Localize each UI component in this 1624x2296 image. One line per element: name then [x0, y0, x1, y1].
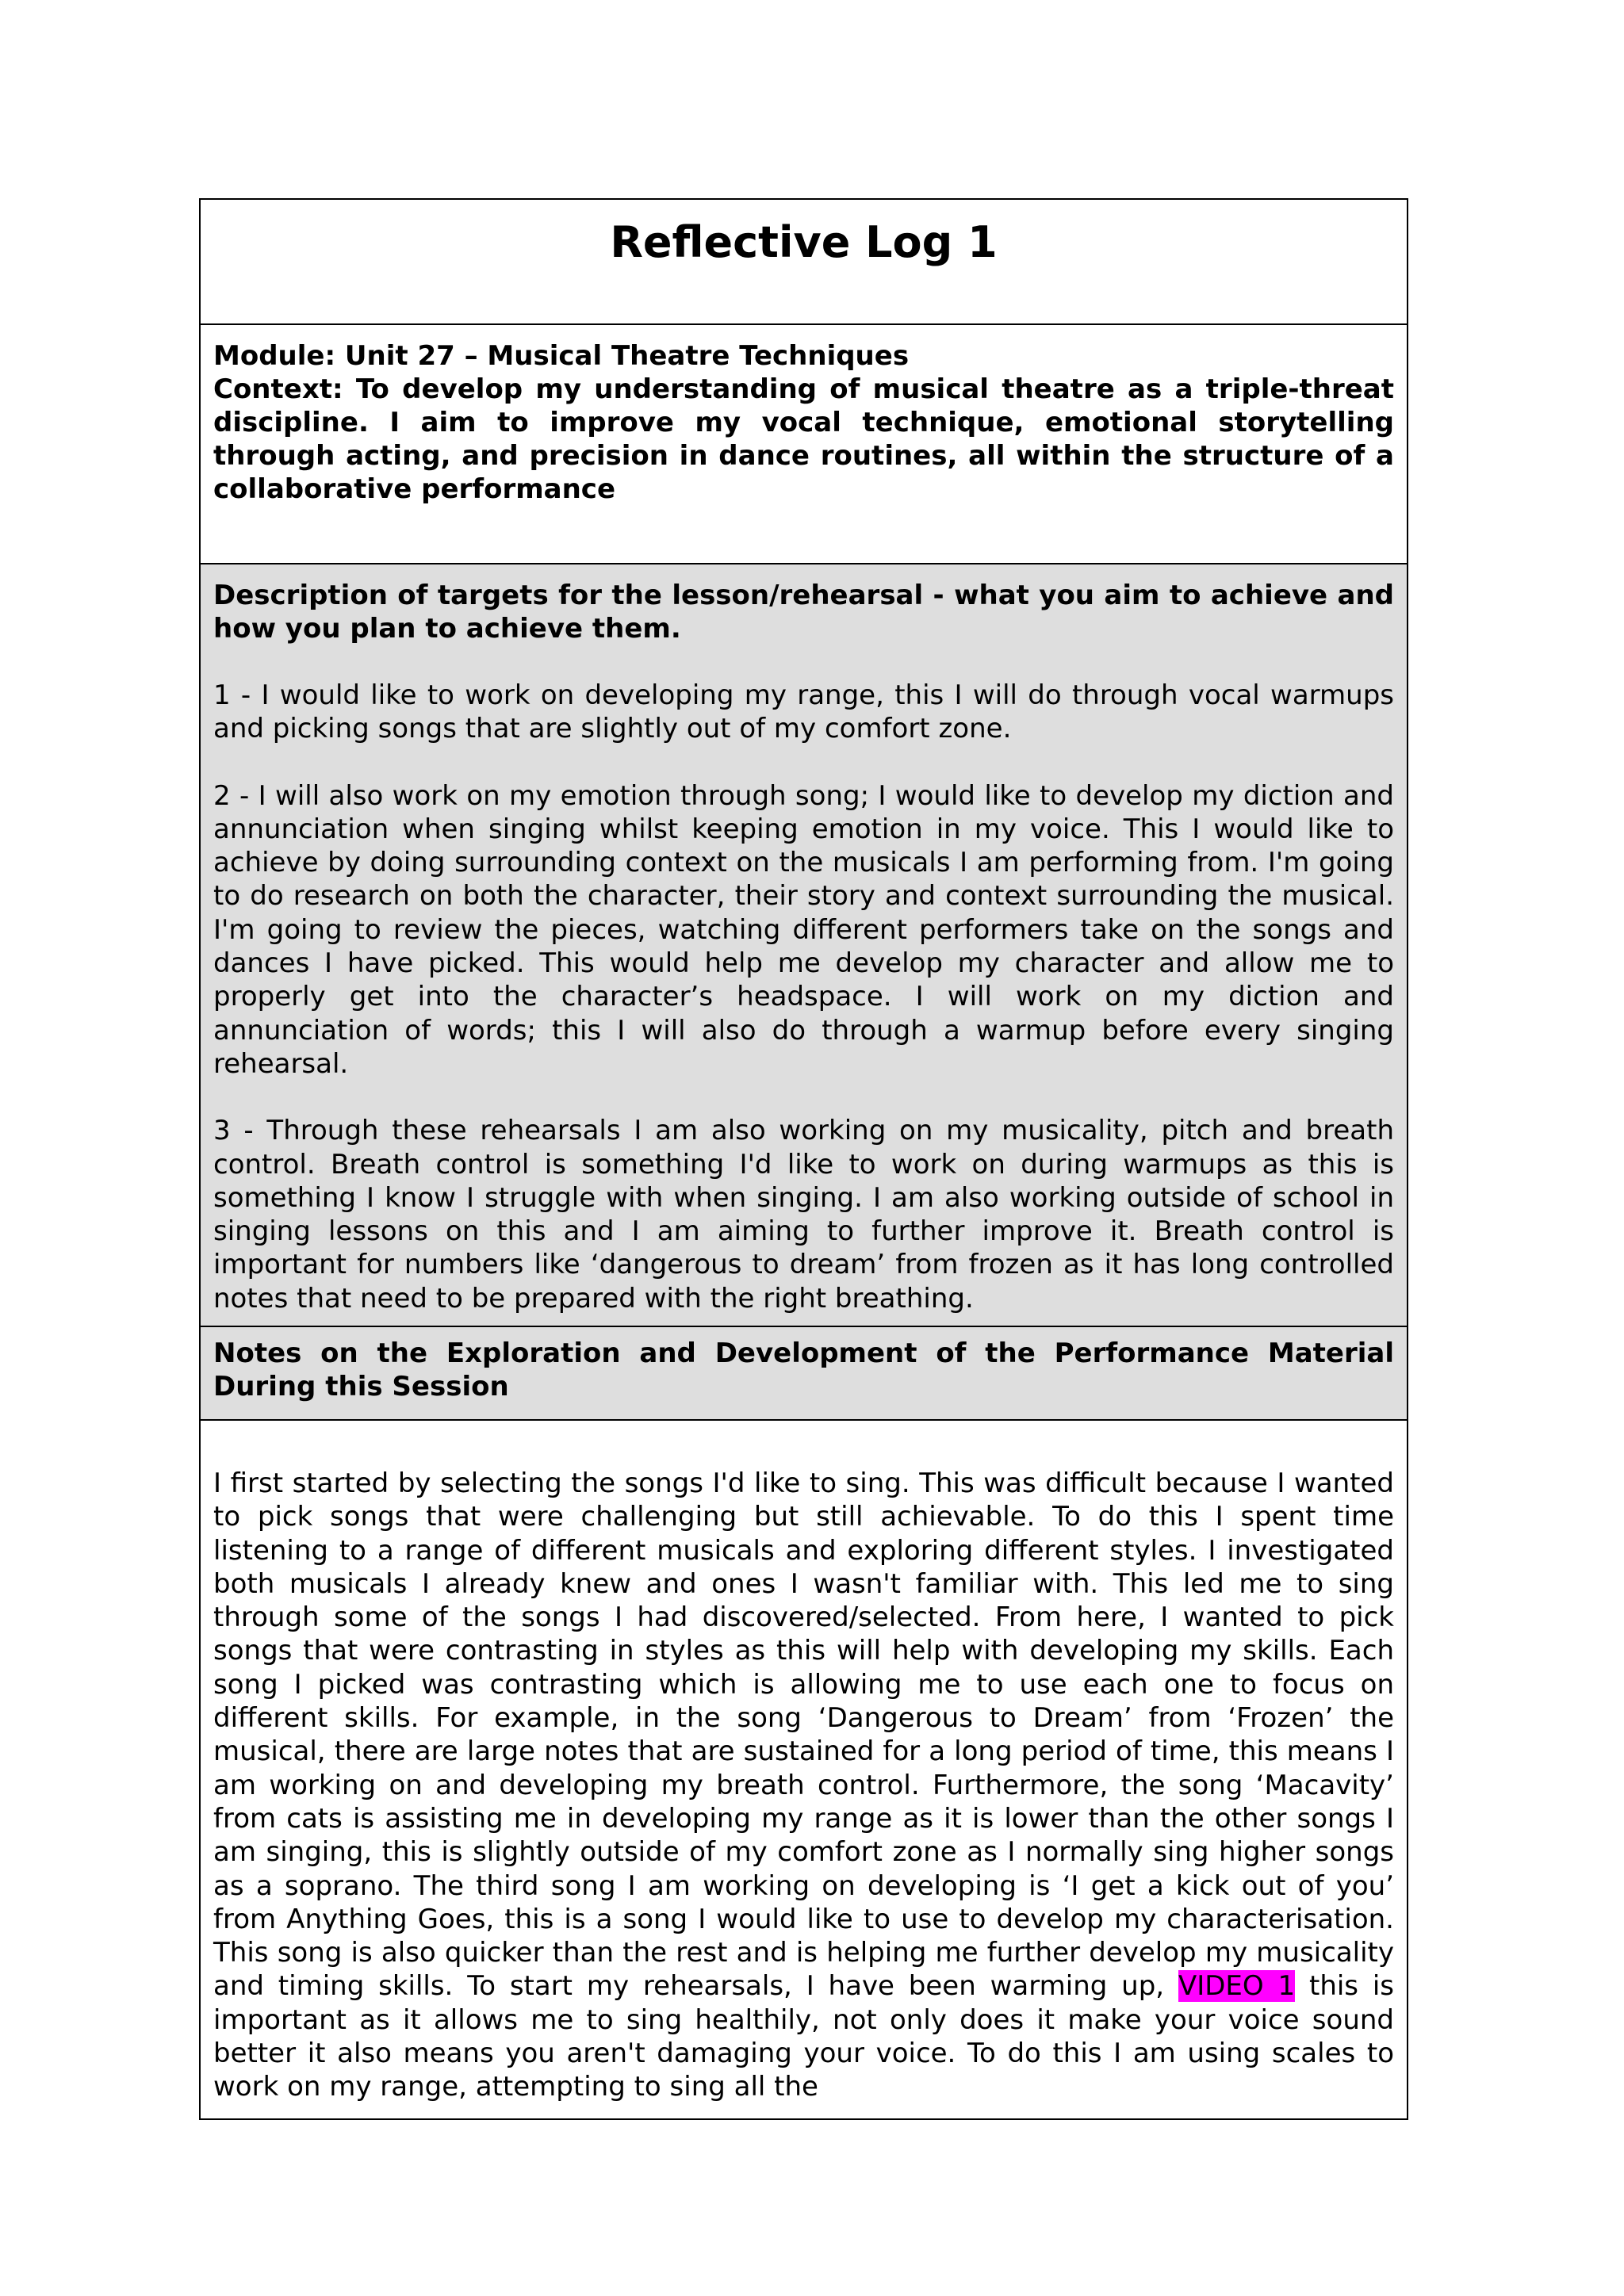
context-line: Context: To develop my understanding of musical theatre as a triple-threat discipline. I aim to improve my vocal technique, emotional storytelling through acting, and precision in dance routines, all within the structure of a collaborative performance [213, 373, 1394, 505]
notes-text-after: this is important as it allows me to sing healthily, not only does it make your voice sound better it also means you aren't damaging your voice. To do this I am using scales to work on my range, attempting to sing all the [213, 1970, 1395, 2103]
notes-heading: Notes on the Exploration and Development of the Performance Material During this Session [213, 1337, 1394, 1402]
notes-heading-row [201, 1327, 1407, 1421]
module-line: Module: Unit 27 – Musical Theatre Techniques [213, 340, 910, 372]
target-item-3: 3 - Through these rehearsals I am also working on my musicality, pitch and breath control. Breath control is something I'd like to work on during warmups as this is something I know I struggle with when singing. I am also working outside of school in singing lessons on this and I am aiming to further improve it. Breath control is important for numbers like ‘dangerous to dream’ from frozen as it has long controlled notes that need to be prepared with the right breathing. [213, 1115, 1394, 1314]
target-item-2: 2 - I will also work on my emotion through song; I would like to develop my diction and annunciation when singing whilst keeping emotion in my voice. This I would like to achieve by doing surrounding context on the musicals I am performing from. I'm going to do research on both the character, their story and context surrounding the musical. I'm going to review the pieces, watching different performers take on the songs and dances I have picked. This would help me develop my character and allow me to properly get into the character’s headspace. I will work on my diction and annunciation of words; this I will also do through a warmup before every singing rehearsal. [213, 779, 1394, 1080]
video-1-highlight: VIDEO 1 [1178, 1970, 1296, 2003]
targets-heading: Description of targets for the lesson/rehearsal - what you aim to achieve and how you plan to achieve them. [213, 580, 1394, 645]
notes-body-row [201, 1421, 1407, 2118]
page-title: Reflective Log 1 [610, 217, 998, 267]
title-row [201, 200, 1407, 325]
notes-body [213, 1467, 1394, 2104]
reflective-log-table [199, 198, 1408, 2120]
notes-text-before: I first started by selecting the songs I'd like to sing. This was difficult because I wanted to pick songs that were challenging but still achievable. To do this I spent time listening to a range of different musicals and exploring different styles. I investigated both musicals I already knew and ones I wasn't familiar with. This led me to sing through some of the songs I had discovered/selected. From here, I wanted to pick songs that were contrasting in styles as this will help with developing my skills. Each song I picked was contrasting which is allowing me to use each one to focus on different skills. For example, in the song ‘Dangerous to Dream’ from ‘Frozen’ the musical, there are large notes that are sustained for a long period of time, this means I am working on and developing my breath control. Furthermore, the song ‘Macavity’ from cats is assisting me in developing my range as it is lower than the other songs I am singing, this is slightly outside of my comfort zone as I normally sing higher songs as a soprano. The third song I am working on developing is ‘I get a kick out of you’ from Anything Goes, this is a song I would like to use to develop my characterisation. This song is also quicker than the rest and is helping me further develop my musicality and timing skills. To start my rehearsals, I have been warming up, [213, 1468, 1394, 2003]
target-item-1: 1 - I would like to work on developing my range, this I will do through vocal warmups and picking songs that are slightly out of my comfort zone. [213, 679, 1394, 745]
module-context-row [201, 325, 1407, 564]
targets-row [201, 564, 1407, 1327]
